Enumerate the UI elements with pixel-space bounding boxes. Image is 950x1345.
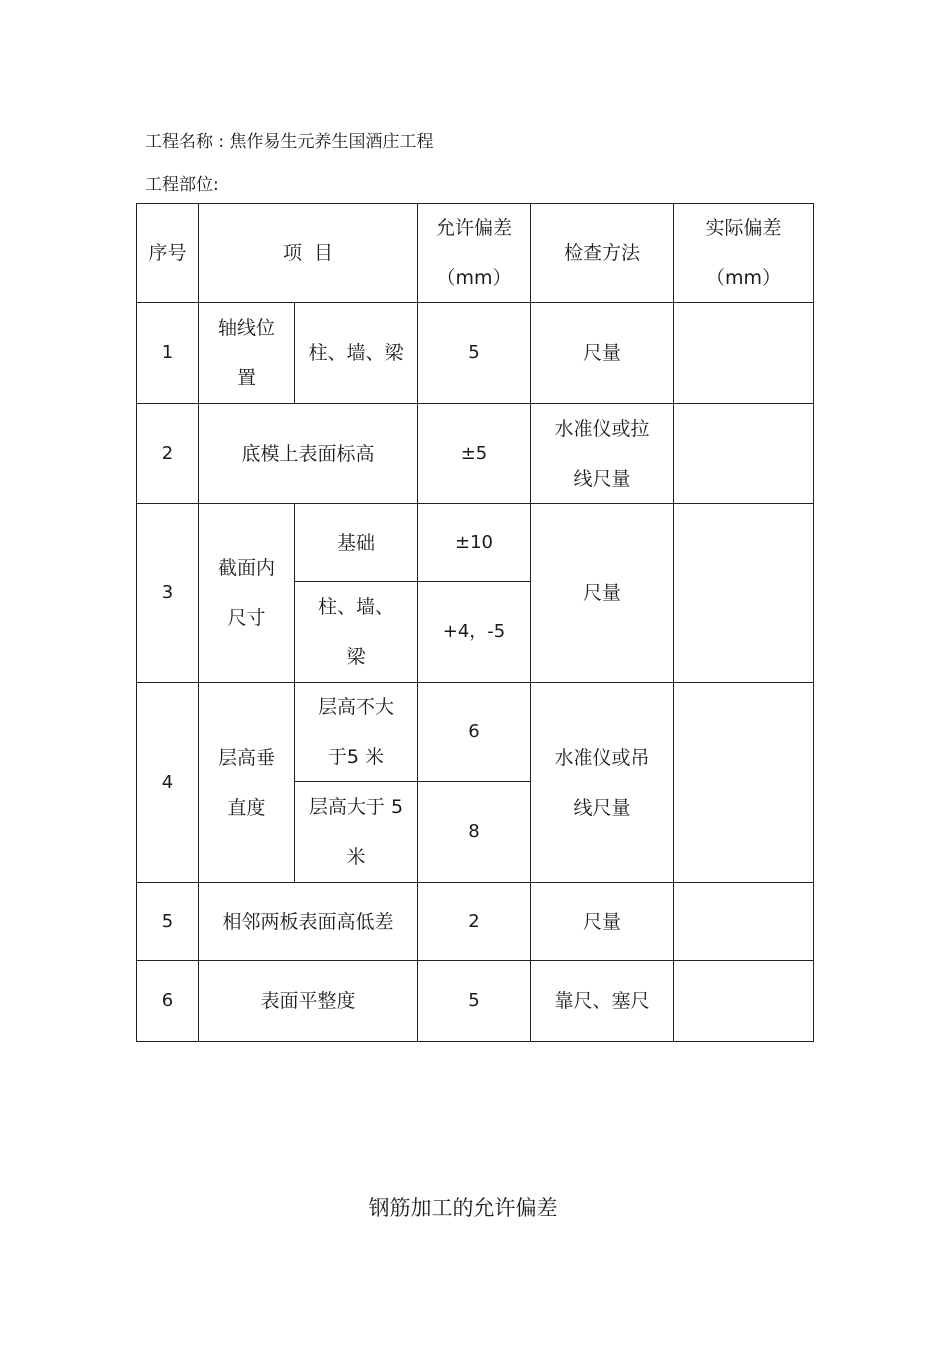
table-row-2-seq: 2 xyxy=(161,442,174,464)
table-row-6-method: 靠尺、塞尺 xyxy=(554,990,650,1012)
table-row-3-item: 截面内 尺寸 xyxy=(217,557,275,629)
table-row-3-seq: 3 xyxy=(161,582,174,603)
header-item: 项 目 xyxy=(282,242,334,264)
table-row-6-seq: 6 xyxy=(161,990,174,1011)
table-row-3-value-b: +4，-5 xyxy=(442,621,506,642)
project-part-line: 工程部位: xyxy=(145,175,219,195)
table-rule xyxy=(673,203,674,1042)
table-row-6-item: 表面平整度 xyxy=(260,990,356,1012)
header-allowance: 允许偏差 （mm） xyxy=(435,217,512,289)
table-row-5-method: 尺量 xyxy=(582,910,621,933)
table-row-4-value-b: 8 xyxy=(468,821,480,842)
table-row-5-item: 相邻两板表面高低差 xyxy=(222,910,394,933)
header-method: 检查方法 xyxy=(563,242,640,264)
section-caption: 钢筋加工的允许偏差 xyxy=(368,1196,558,1220)
table-row-3-method: 尺量 xyxy=(582,582,621,604)
table-row-1-sub: 柱、墙、梁 xyxy=(308,342,404,364)
table-row-2-method: 水准仪或拉 线尺量 xyxy=(554,417,650,490)
table-row-4-sub-a: 层高不大 于5 米 xyxy=(317,696,394,768)
table-row-4-value-a: 6 xyxy=(468,721,480,742)
table-row-6-value: 5 xyxy=(468,990,480,1011)
table-row-4-item: 层高垂 直度 xyxy=(217,746,275,819)
project-name-line: 工程名称 : 焦作易生元养生国酒庄工程 xyxy=(145,132,434,152)
header-actual: 实际偏差 （mm） xyxy=(705,217,782,289)
table-row-4-seq: 4 xyxy=(161,771,174,793)
table-row-3-sub-b: 柱、墙、 梁 xyxy=(317,596,394,668)
table-row-1-method: 尺量 xyxy=(582,342,621,364)
table-row-5-value: 2 xyxy=(468,910,480,932)
table-row-4-method: 水准仪或吊 线尺量 xyxy=(554,746,650,819)
table-row-1-value: 5 xyxy=(468,342,480,363)
table-row-4-sub-b: 层高大于 5 米 xyxy=(308,796,404,868)
header-seq: 序号 xyxy=(148,242,187,264)
table-border-right xyxy=(813,203,814,1042)
table-row-3-value-a: ±10 xyxy=(455,531,493,553)
table-row-2-item: 底模上表面标高 xyxy=(241,442,375,465)
table-row-3-sub-a: 基础 xyxy=(336,531,375,554)
table-row-2-value: ±5 xyxy=(460,442,488,464)
table-border-bottom xyxy=(136,1041,814,1042)
table-row-5-seq: 5 xyxy=(161,910,174,932)
table-row-1-seq: 1 xyxy=(161,342,174,363)
table-row-1-item: 轴线位 置 xyxy=(217,317,275,389)
